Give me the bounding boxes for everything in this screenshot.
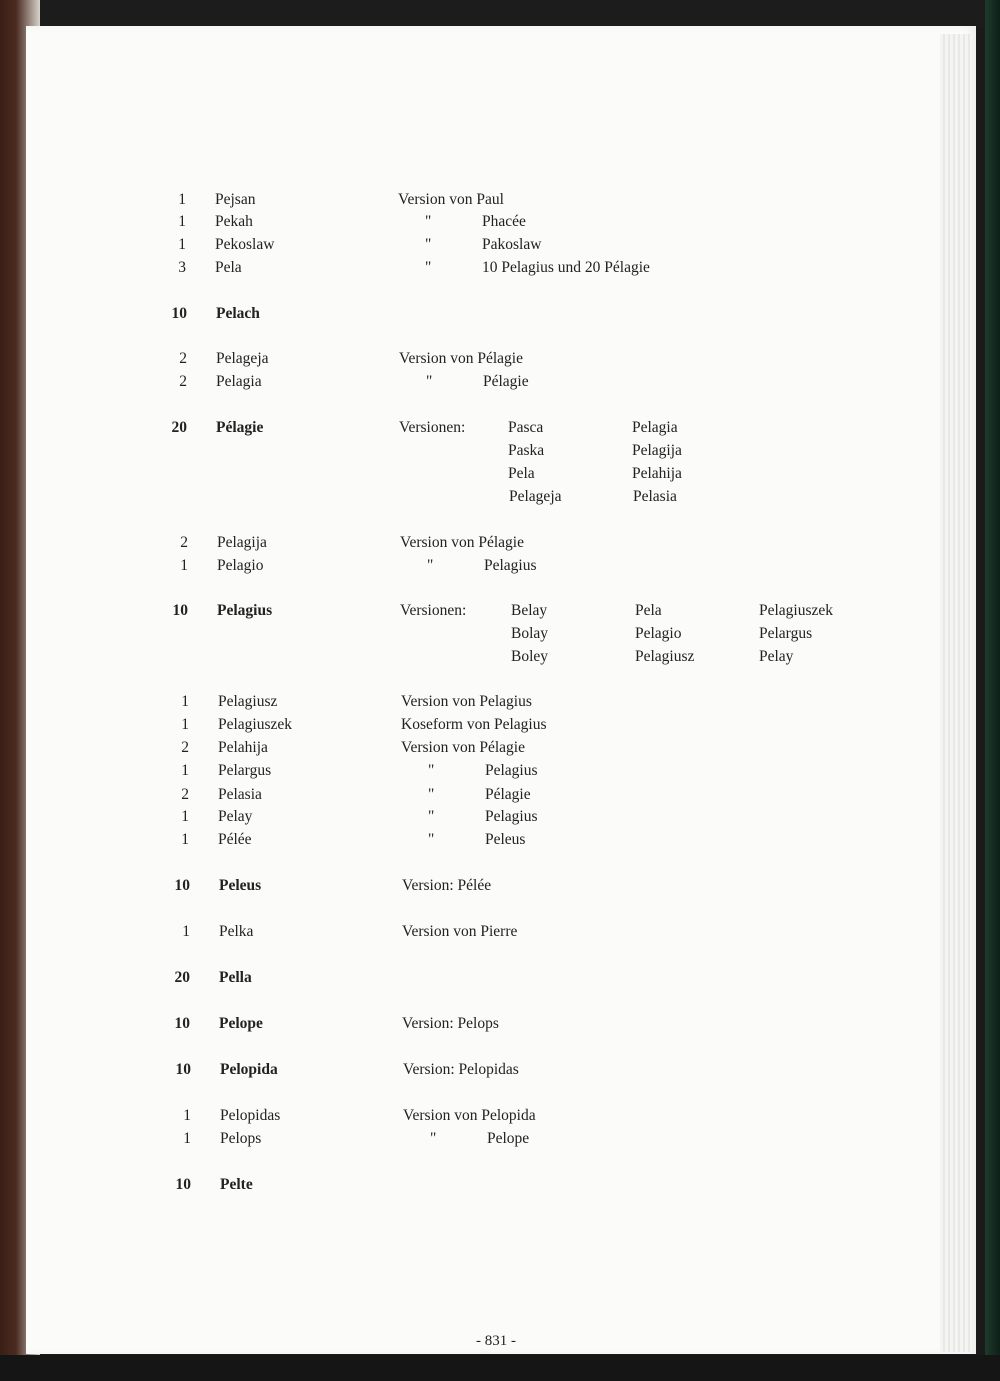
entry-name: Pelagius [217,602,273,619]
entry-count: 10 [171,305,187,322]
entry-count: 2 [179,350,187,367]
ditto-mark: " [426,373,433,390]
entry-description: Pelagius [485,808,538,825]
variant-name: Pelahija [632,465,682,482]
entry-name: Peleus [219,877,262,894]
ditto-mark: " [427,557,434,574]
entry-description: Version: Pelopidas [403,1061,519,1078]
entry-count: 10 [175,1061,191,1078]
variant-name: Pasca [508,419,544,436]
entry-count: 1 [180,557,188,574]
entry-count: 2 [181,739,189,756]
entry-name: Pella [219,969,252,986]
entry-count: 1 [181,831,189,848]
variant-name: Paska [508,442,545,459]
ditto-mark: " [425,259,432,276]
entry-description: 10 Pelagius und 20 Pélagie [482,259,650,276]
entry-name: Pela [215,259,242,276]
entry-description: Version von Pelopida [403,1107,536,1124]
variant-name: Pelageja [509,488,562,505]
variant-name: Pelagiuszek [759,602,834,619]
entry-description: Version: Pélée [402,877,492,894]
entry-description: Pelope [487,1130,530,1147]
variant-name: Bolay [511,625,549,642]
entry-description: Pakoslaw [482,236,542,253]
entry-name: Pelagiusz [218,693,278,710]
entry-description: Version: Pelops [402,1015,499,1032]
ditto-mark: " [425,236,432,253]
ditto-mark: " [425,213,432,230]
entry-name: Pelahija [218,739,268,756]
variant-name: Pelay [759,648,794,665]
entry-count: 3 [178,259,186,276]
entry-count: 1 [181,808,189,825]
entry-description: Phacée [482,213,526,230]
entry-description: Pelagius [485,762,538,779]
variant-name: Pelagija [632,442,682,459]
ditto-mark: " [430,1130,437,1147]
page-stack-edges [940,34,972,1352]
variant-name: Pelagia [632,419,678,436]
ditto-mark: " [428,831,435,848]
variant-name: Pelagiusz [635,648,695,665]
page-number: - 831 - [476,1333,516,1349]
variant-name: Pela [635,602,662,619]
entry-count: 1 [181,693,189,710]
entry-description: Koseform von Pelagius [401,716,547,733]
entry-count: 2 [179,373,187,390]
entry-name: Pelach [216,305,260,322]
entry-count: 10 [174,1015,190,1032]
entry-name: Pélagie [216,419,264,436]
scan-bottom-edge [0,1355,1000,1381]
entry-description: Pelagius [484,557,537,574]
entry-name: Pelagia [216,373,262,390]
entry-name: Pelagiuszek [218,716,293,733]
entry-count: 1 [182,923,190,940]
entry-name: Pelasia [218,786,262,803]
entry-description: Versionen: [400,602,467,619]
ditto-mark: " [428,808,435,825]
entry-name: Pelagija [217,534,267,551]
ditto-mark: " [428,762,435,779]
entry-description: Versionen: [399,419,466,436]
entry-description: Pélagie [485,786,531,803]
entry-name: Pelops [220,1130,262,1147]
entry-name: Pelargus [218,762,272,779]
entry-name: Pekah [215,213,253,230]
entry-count: 1 [181,762,189,779]
variant-name: Boley [511,648,549,665]
entry-name: Pekoslaw [215,236,275,253]
variant-name: Pela [508,465,535,482]
entry-description: Version von Pelagius [401,693,532,710]
entry-count: 2 [180,534,188,551]
entry-description: Version von Pélagie [400,534,524,551]
entry-name: Pelopidas [220,1107,281,1124]
entry-count: 20 [174,969,190,986]
entry-name: Pelagio [217,557,264,574]
ditto-mark: " [428,786,435,803]
entry-count: 1 [183,1107,191,1124]
entry-description: Version von Pierre [402,923,518,940]
variant-name: Belay [511,602,548,619]
entry-name: Pelte [220,1176,253,1193]
entry-name: Pelay [218,808,253,825]
scan-top-edge [0,0,1000,28]
entry-name: Pelka [219,923,254,940]
entry-description: Version von Pélagie [401,739,525,756]
entry-count: 1 [178,213,186,230]
entry-count: 1 [178,236,186,253]
variant-name: Pelagio [635,625,682,642]
variant-name: Pelasia [633,488,677,505]
entry-count: 10 [174,877,190,894]
entry-count: 2 [181,786,189,803]
entry-name: Pelope [219,1015,263,1032]
entry-name: Pelopida [220,1061,278,1078]
book-cover-edge [985,0,1000,1381]
variant-name: Pelargus [759,625,813,642]
entry-description: Peleus [485,831,526,848]
entry-count: 10 [172,602,188,619]
entry-count: 1 [178,191,186,208]
entry-name: Pelageja [216,350,269,367]
entry-description: Version von Pélagie [399,350,523,367]
entry-description: Version von Paul [398,191,504,208]
entry-count: 1 [181,716,189,733]
entry-name: Pejsan [215,191,256,208]
entry-count: 10 [175,1176,191,1193]
entry-name: Pélée [218,831,252,848]
entry-description: Pélagie [483,373,529,390]
entry-count: 1 [183,1130,191,1147]
entry-count: 20 [171,419,187,436]
